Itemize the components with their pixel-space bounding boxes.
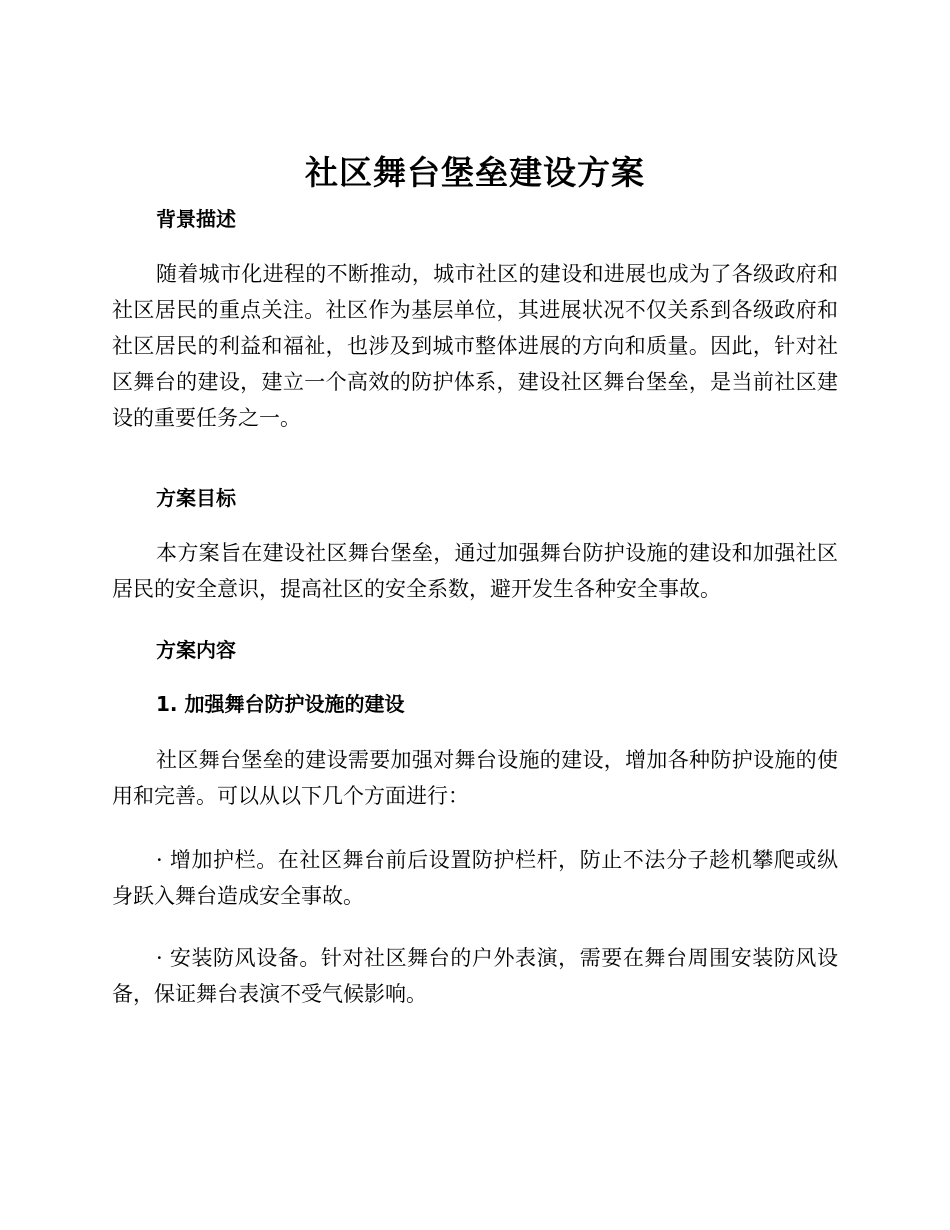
list-item-railings: · 增加护栏。在社区舞台前后设置防护栏杆，防止不法分子趁机攀爬或纵身跃入舞台造成安全事故。 [112,848,838,908]
paragraph-goal: 本方案旨在建设社区舞台堡垒，通过加强舞台防护设施的建设和加强社区居民的安全意识，提高社区的安全系数，避开发生各种安全事故。 [112,541,838,601]
section-heading-content: 方案内容 [156,638,236,662]
subsection-heading-facilities: 1. 加强舞台防护设施的建设 [156,692,405,716]
paragraph-background: 随着城市化进程的不断推动，城市社区的建设和进展也成为了各级政府和社区居民的重点关注。社区作为基层单位，其进展状况不仅关系到各级政府和社区居民的利益和福祉，也涉及到城市整体进展的方向和质量。因此，针对社区舞台的建设，建立一个高效的防护体系，建设社区舞台堡垒，是当前社区建设的重要任务之一。 [112,262,838,430]
paragraph-facilities-intro: 社区舞台堡垒的建设需要加强对舞台设施的建设，增加各种防护设施的使用和完善。可以从以下几个方面进行： [112,748,838,808]
section-heading-background: 背景描述 [156,207,236,231]
list-item-windproof: · 安装防风设备。针对社区舞台的户外表演，需要在舞台周围安装防风设备，保证舞台表演不受气候影响。 [112,946,838,1006]
document-title: 社区舞台堡垒建设方案 [305,153,645,192]
section-heading-goal: 方案目标 [156,486,236,510]
